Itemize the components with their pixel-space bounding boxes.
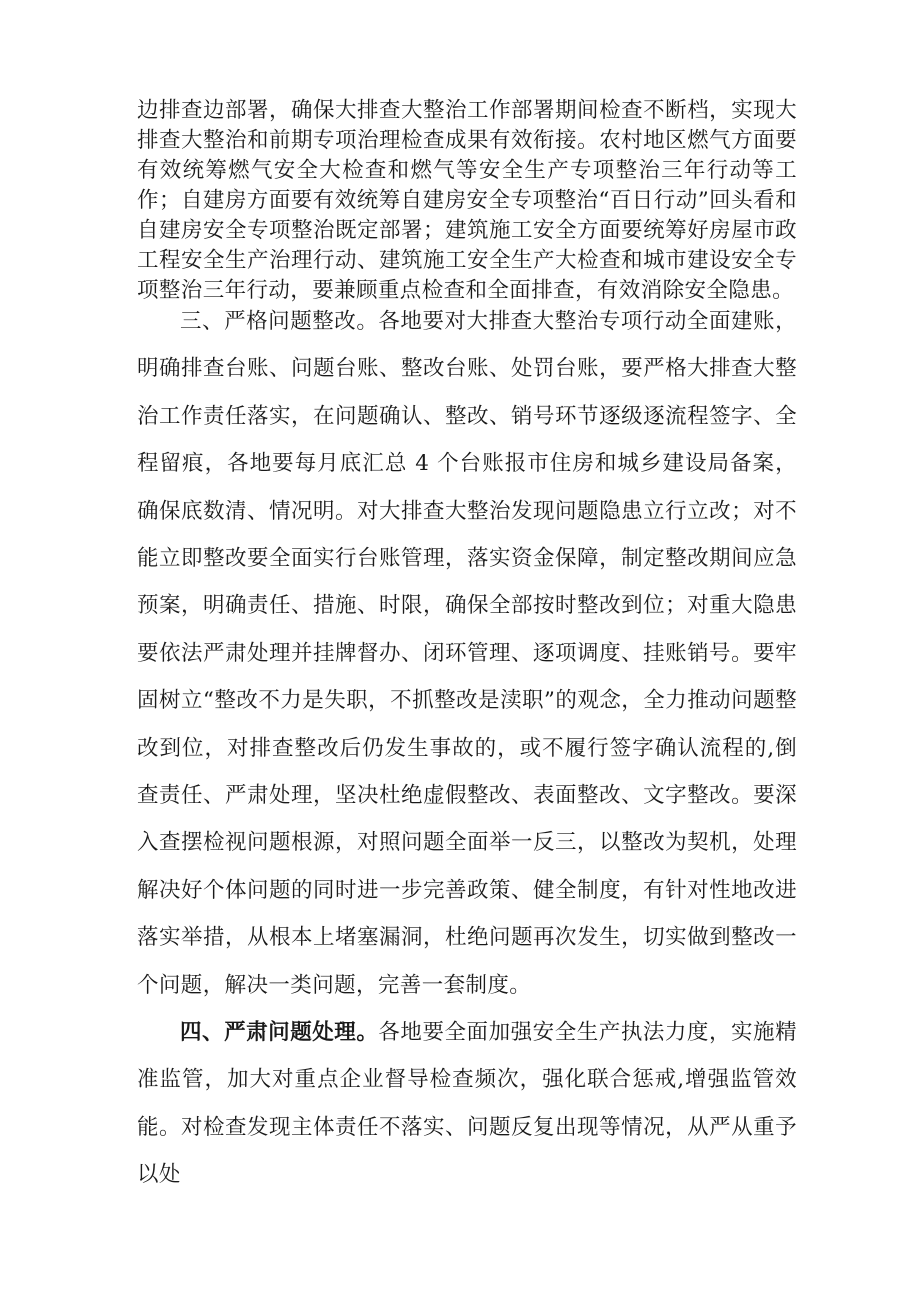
paragraph-section-four xyxy=(137,1009,797,1199)
section-four-heading: 四、严肃问题处理。 xyxy=(180,1020,379,1045)
paragraph-section-three: 三、严格问题整改。各地要对大排查大整治专项行动全面建账，明确排查台账、问题台账、整改台账、处罚台账，要严格大排查大整治工作责任落实，在问题确认、整改、销号环节逐级逐流程签字、全程留痕，各地要每月底汇总 4 个台账报市住房和城乡建设局备案，确保底数清、情况明。对大排查大整治发现问题隐患立行立改；对不能立即整改要全面实行台账管理，落实资金保障，制定整改期间应急预案，明确责任、措施、时限，确保全部按时整改到位；对重大隐患要依法严肃处理并挂牌督办、闭环管理、逐项调度、挂账销号。要牢固树立“整改不力是失职，不抓整改是渎职”的观念，全力推动问题整改到位，对排查整改后仍发生事故的，或不履行签字确认流程的,倒查责任、严肃处理，坚决杜绝虚假整改、表面整改、文字整改。要深入查摆检视问题根源，对照问题全面举一反三，以整改为契机，处理解决好个体问题的同时进一步完善政策、健全制度，有针对性地改进落实举措，从根本上堵塞漏洞，杜绝问题再次发生，切实做到整改一个问题，解决一类问题，完善一套制度。 xyxy=(137,309,797,998)
paragraph-deployment: 边排查边部署，确保大排查大整治工作部署期间检查不断档，实现大排查大整治和前期专项治理检查成果有效衔接。农村地区燃气方面要有效统筹燃气安全大检查和燃气等安全生产专项整治三年行动等工作；自建房方面要有效统筹自建房安全专项整治“百日行动”回头看和自建房安全专项整治既定部署；建筑施工安全方面要统筹好房屋市政工程安全生产治理行动、建筑施工安全生产大检查和城市建设安全专项整治三年行动，要兼顾重点检查和全面排查，有效消除安全隐患。 xyxy=(137,98,797,303)
section-four-body: 各地要全面加强安全生产执法力度，实施精准监管，加大对重点企业督导检查频次，强化联合惩戒,增强监管效能。对检查发现主体责任不落实、问题反复出现等情况，从严从重予以处 xyxy=(137,1020,797,1188)
